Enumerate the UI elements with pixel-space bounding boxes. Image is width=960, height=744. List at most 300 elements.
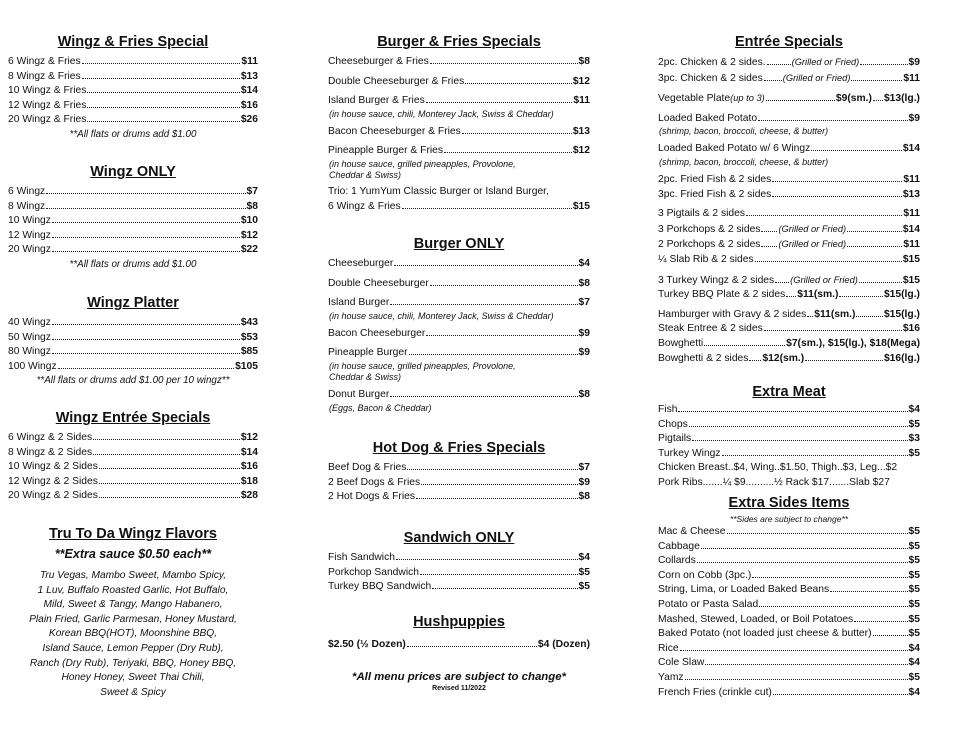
menu-item xyxy=(658,112,920,127)
item-name: 20 Wingz & Fries xyxy=(8,114,87,126)
menu-item xyxy=(328,388,590,403)
section-title: Wingz Platter xyxy=(87,295,179,311)
section-title: Burger ONLY xyxy=(413,236,505,252)
menu-item xyxy=(328,257,590,272)
item-price: $16 xyxy=(240,461,258,473)
menu-item xyxy=(8,489,258,504)
extra-sauce-note: **Extra sauce $0.50 each** xyxy=(54,547,212,561)
dot-leader xyxy=(759,606,907,607)
menu-item xyxy=(658,598,920,613)
item-price: $13(lg.) xyxy=(883,93,920,105)
dot-leader xyxy=(407,646,537,647)
dot-leader xyxy=(856,316,883,317)
dot-leader xyxy=(786,296,796,297)
item-price-small: $9(sm.) xyxy=(835,93,872,105)
dot-leader xyxy=(701,548,908,549)
item-price: $5 xyxy=(908,569,920,581)
dot-leader xyxy=(58,368,234,369)
dot-leader xyxy=(99,497,240,498)
item-price-small: $12(sm.) xyxy=(762,352,805,364)
dot-leader xyxy=(462,133,572,134)
dot-leader xyxy=(692,440,907,441)
item-description: (shrimp, bacon, broccoli, cheese, & butter) xyxy=(659,156,829,167)
item-name: Yamz xyxy=(658,671,684,683)
dot-leader xyxy=(764,330,902,331)
section-note: **All flats or drums add $1.00 xyxy=(69,258,197,270)
item-price: $7 xyxy=(578,297,590,309)
item-price: $16 xyxy=(240,99,258,111)
menu-item xyxy=(8,360,258,375)
dot-leader xyxy=(678,411,907,412)
dot-leader xyxy=(52,237,240,238)
item-price: $13 xyxy=(240,70,258,82)
item-name: 3 Porkchops & 2 sides xyxy=(658,223,761,235)
dot-leader xyxy=(722,455,908,456)
item-name: Cheeseburger & Fries xyxy=(328,56,429,67)
menu-item xyxy=(8,113,258,128)
item-name: 20 Wingz & 2 Sides xyxy=(8,490,98,502)
menu-list xyxy=(658,525,920,700)
section-note: **Sides are subject to change** xyxy=(729,514,849,524)
dot-leader xyxy=(749,360,761,361)
extra-sides-section xyxy=(658,495,920,700)
item-price: $14 xyxy=(240,446,258,458)
item-price: $5 xyxy=(908,555,920,567)
menu-item xyxy=(8,55,258,70)
item-price: $11 xyxy=(903,72,920,84)
item-price-small: $11(sm.) xyxy=(797,289,839,301)
item-name: Bowghetti xyxy=(658,337,704,349)
item-name: 2 Beef Dogs & Fries xyxy=(328,476,421,488)
dot-leader xyxy=(82,78,240,79)
menu-item xyxy=(8,331,258,346)
menu-item xyxy=(328,75,590,90)
item-name: Pigtails xyxy=(658,433,692,445)
item-name: 6 Wingz & 2 Sides xyxy=(8,432,93,443)
dot-leader xyxy=(409,354,578,355)
item-price: $85 xyxy=(240,346,258,358)
menu-list xyxy=(8,431,258,504)
item-price: $16(lg.) xyxy=(883,352,920,364)
item-name: Porkchop Sandwich xyxy=(328,566,420,578)
dot-leader xyxy=(87,107,239,108)
dot-leader xyxy=(52,251,240,252)
item-name: 100 Wingz xyxy=(8,360,57,372)
trio-line: Trio: 1 YumYum Classic Burger or Island Burger, xyxy=(328,185,549,197)
dot-leader xyxy=(680,650,908,651)
menu-item xyxy=(658,418,920,433)
menu-item xyxy=(8,99,258,114)
item-price: $4 xyxy=(578,258,590,269)
wingz-entree-section xyxy=(8,410,258,504)
flavor-line: Plain Fried, Garlic Parmesan, Honey Mustard, xyxy=(29,613,237,625)
item-description: (in house sauce, chili, Monterey Jack, Swiss & Cheddar) xyxy=(329,108,554,119)
section-title: Entrée Specials xyxy=(735,34,843,50)
item-name: Pineapple Burger xyxy=(328,347,408,359)
menu-item xyxy=(328,461,590,476)
menu-item xyxy=(328,476,590,491)
item-name: Hamburger with Gravy & 2 sides xyxy=(658,308,807,320)
menu-item xyxy=(328,551,590,566)
menu-item xyxy=(658,55,920,71)
item-price-suffix: (Dozen) xyxy=(552,639,590,650)
item-price: $5 xyxy=(908,671,920,683)
menu-item xyxy=(328,327,590,342)
item-description: (Eggs, Bacon & Cheddar) xyxy=(329,402,432,413)
item-name: String, Lima, or Loaded Baked Beans xyxy=(658,584,830,596)
dot-leader xyxy=(758,120,907,121)
item-price: $8 xyxy=(578,388,590,400)
item-name: Steak Entree & 2 sides xyxy=(658,323,763,335)
item-name: Turkey BBQ Plate & 2 sides xyxy=(658,289,786,301)
menu-item xyxy=(8,229,258,244)
item-option: (Grilled or Fried) xyxy=(791,57,860,67)
item-name: 10 Wingz & 2 Sides xyxy=(8,461,98,473)
menu-item xyxy=(8,316,258,331)
dot-leader xyxy=(727,533,908,534)
item-name: Potato or Pasta Salad xyxy=(658,598,759,610)
dot-leader xyxy=(773,694,908,695)
item-price: $5 xyxy=(908,584,920,596)
item-price: $8 xyxy=(578,277,590,289)
item-price: $15(lg.) xyxy=(883,289,920,301)
dot-leader xyxy=(839,296,882,297)
item-price: $5 xyxy=(908,526,920,537)
menu-item xyxy=(328,580,590,595)
burger-fries-section xyxy=(328,34,590,214)
item-name: Donut Burger xyxy=(328,388,390,400)
item-name: 20 Wingz xyxy=(8,244,51,256)
item-name: Mashed, Stewed, Loaded, or Boil Potatoes xyxy=(658,613,854,625)
item-name: Loaded Baked Potato w/ 6 Wingz xyxy=(658,143,811,155)
flavors-section xyxy=(8,526,258,700)
dot-leader xyxy=(697,562,908,563)
dot-leader xyxy=(421,484,577,485)
item-name: Cheeseburger xyxy=(328,258,394,269)
menu-item xyxy=(658,554,920,569)
dot-leader xyxy=(830,591,907,592)
menu-item xyxy=(658,627,920,642)
menu-item xyxy=(8,214,258,229)
item-description: (in house sauce, grilled pineapples, Provolone, xyxy=(329,360,516,371)
item-price: $5 xyxy=(908,540,920,552)
item-name: 80 Wingz xyxy=(8,346,51,358)
section-title: Wingz ONLY xyxy=(90,164,176,180)
dot-leader xyxy=(52,222,240,223)
section-title: Extra Sides Items xyxy=(728,495,850,511)
item-price: $5 xyxy=(908,418,920,430)
item-price: $13 xyxy=(572,125,590,137)
item-price: $14 xyxy=(240,85,258,97)
dot-leader xyxy=(752,577,907,578)
menu-item xyxy=(328,277,590,292)
item-name: Baked Potato (not loaded just cheese & butter) xyxy=(658,628,872,640)
dot-leader xyxy=(87,92,239,93)
menu-item xyxy=(328,566,590,581)
dot-leader xyxy=(772,181,902,182)
item-price: $4 xyxy=(908,642,920,654)
dot-leader xyxy=(93,439,240,440)
item-name: Turkey Wingz xyxy=(658,447,721,459)
dot-leader xyxy=(766,100,835,101)
dot-leader xyxy=(465,83,572,84)
item-name: Double Cheeseburger xyxy=(328,277,429,289)
menu-item xyxy=(328,55,590,70)
item-price: $16 xyxy=(902,323,920,335)
dot-leader xyxy=(99,468,240,469)
item-name: Double Cheeseburger & Fries xyxy=(328,75,465,87)
item-name: 2 Porkchops & 2 sides xyxy=(658,239,761,251)
item-option: (Grilled or Fried) xyxy=(778,223,847,234)
dot-leader xyxy=(685,679,908,680)
item-price: $9 xyxy=(908,57,920,68)
item-name: 8 Wingz & 2 Sides xyxy=(8,446,93,458)
dot-leader xyxy=(87,121,239,122)
menu-list xyxy=(658,403,920,461)
item-price: $11 xyxy=(903,173,920,185)
menu-item xyxy=(8,446,258,461)
item-price: $43 xyxy=(240,317,258,328)
item-price: $26 xyxy=(240,114,258,126)
menu-item xyxy=(8,460,258,475)
footer xyxy=(328,671,590,692)
item-name: Island Burger & Fries xyxy=(328,95,425,107)
item-price: $12 xyxy=(572,75,590,87)
dot-leader xyxy=(426,335,577,336)
dot-leader xyxy=(847,231,902,232)
menu-item xyxy=(658,253,920,268)
item-name: Bowghetti & 2 sides xyxy=(658,352,749,364)
menu-item xyxy=(8,70,258,85)
dot-leader xyxy=(775,282,789,283)
menu-item xyxy=(8,84,258,99)
flavor-line: Island Sauce, Lemon Pepper (Dry Rub), xyxy=(42,642,224,654)
item-name: 6 Wingz & Fries xyxy=(8,56,81,67)
hotdog-section xyxy=(328,440,590,505)
item-name: 6 Wingz & Fries xyxy=(328,200,401,212)
menu-item xyxy=(658,142,920,157)
item-price: $5 xyxy=(578,566,590,578)
item-price: $22 xyxy=(240,244,258,256)
menu-item xyxy=(8,185,258,200)
item-price: $10 xyxy=(240,215,258,227)
item-name: French Fries (crinkle cut) xyxy=(658,686,772,698)
item-price: $11 xyxy=(903,208,920,220)
item-price: $15 xyxy=(902,253,920,265)
dot-leader xyxy=(390,396,577,397)
dot-leader xyxy=(407,469,577,470)
item-price: $9 xyxy=(578,476,590,488)
menu-item xyxy=(658,403,920,418)
menu-item xyxy=(658,569,920,584)
item-name: Pork Ribs.......¼ $9..........½ Rack $17.......Slab $27 xyxy=(658,476,890,488)
item-name: Mac & Cheese xyxy=(658,526,726,537)
item-price: $13 xyxy=(902,188,920,200)
menu-list xyxy=(8,316,258,374)
item-name: Cole Slaw xyxy=(658,657,705,669)
item-price: $5 xyxy=(908,598,920,610)
item-price: $9 xyxy=(578,347,590,359)
item-price: $8 xyxy=(578,56,590,67)
item-price: $7(sm.), $15(lg.), $18(Mega) xyxy=(786,337,920,349)
item-description: (in house sauce, grilled pineapples, Provolone, xyxy=(329,158,516,169)
section-title: Wingz Entrée Specials xyxy=(55,410,211,426)
dot-leader xyxy=(394,265,577,266)
menu-item xyxy=(658,222,920,238)
dot-leader xyxy=(761,231,777,232)
item-price: $15 xyxy=(572,200,590,212)
menu-item xyxy=(658,337,920,352)
item-name: 2pc. Chicken & 2 sides. xyxy=(658,57,766,68)
item-name: 12 Wingz & Fries xyxy=(8,99,87,111)
dot-leader xyxy=(860,64,907,65)
menu-item xyxy=(658,656,920,671)
item-name: ¼ Slab Rib & 2 sides xyxy=(658,253,754,265)
flavor-line: 1 Luv, Buffalo Roasted Garlic, Hot Buffalo, xyxy=(37,584,229,596)
item-name: Rice xyxy=(658,642,679,654)
item-name: Vegetable Plate xyxy=(658,93,731,105)
dot-leader xyxy=(432,588,577,589)
item-price: $4 xyxy=(908,686,920,698)
flavor-line: Sweet & Spicy xyxy=(100,686,166,698)
item-name: Island Burger xyxy=(328,297,390,309)
item-price: $5 xyxy=(578,581,590,593)
dot-leader xyxy=(764,80,782,81)
dot-leader xyxy=(755,261,902,262)
menu-list xyxy=(8,185,258,258)
item-name: Corn on Cobb (3pc.) xyxy=(658,569,752,581)
item-price: $28 xyxy=(240,490,258,502)
menu-item xyxy=(658,525,920,540)
dot-leader xyxy=(807,316,813,317)
wingz-only-section xyxy=(8,164,258,271)
hushpuppies-section xyxy=(328,614,590,653)
section-note: **All flats or drums add $1.00 per 10 wingz** xyxy=(36,375,230,387)
menu-item xyxy=(658,288,920,303)
item-price: $9 xyxy=(578,327,590,339)
price-disclaimer: *All menu prices are subject to change* xyxy=(352,671,566,683)
menu-item xyxy=(328,346,590,361)
section-title: Hushpuppies xyxy=(413,614,505,630)
item-name: 10 Wingz & Fries xyxy=(8,85,87,97)
item-name: 8 Wingz xyxy=(8,200,46,212)
dot-leader xyxy=(402,208,572,209)
item-name: Chops xyxy=(658,418,688,430)
dot-leader xyxy=(430,63,578,64)
flavor-list xyxy=(8,569,258,700)
item-price: $14 xyxy=(902,143,920,155)
flavor-line: Honey Honey, Sweet Thai Chili, xyxy=(61,672,205,684)
dot-leader xyxy=(761,246,777,247)
item-name: Turkey BBQ Sandwich xyxy=(328,581,432,593)
item-price: $5 xyxy=(908,628,920,640)
menu-item xyxy=(658,540,920,555)
item-price: $8 xyxy=(578,491,590,503)
dot-leader xyxy=(705,664,907,665)
menu-item xyxy=(8,200,258,215)
item-price: $4 xyxy=(578,552,590,563)
dot-leader xyxy=(772,196,902,197)
menu-item xyxy=(658,207,920,222)
menu-list xyxy=(328,55,590,181)
dot-leader xyxy=(52,324,240,325)
item-name: Bacon Cheeseburger xyxy=(328,327,426,339)
item-name: 8 Wingz & Fries xyxy=(8,70,81,82)
item-price: $15 xyxy=(902,274,920,286)
burger-only-section xyxy=(328,236,590,414)
item-price: $105 xyxy=(235,360,258,372)
dot-leader xyxy=(873,635,908,636)
item-price: $4 xyxy=(537,639,550,650)
menu-item xyxy=(658,188,920,203)
item-name: 2 Hot Dogs & Fries xyxy=(328,491,415,503)
item-price: $4 xyxy=(908,657,920,669)
pork-rib-prices xyxy=(658,476,920,491)
item-description: Cheddar & Swiss) xyxy=(329,371,402,382)
dot-leader xyxy=(396,559,578,560)
entree-section xyxy=(658,34,920,366)
item-price: $7 xyxy=(246,186,258,197)
dot-leader xyxy=(416,498,578,499)
dot-leader xyxy=(52,353,240,354)
section-title: Tru To Da Wingz Flavors xyxy=(49,526,217,542)
item-description: (in house sauce, chili, Monterey Jack, Swiss & Cheddar) xyxy=(329,310,554,321)
menu-item xyxy=(658,273,920,289)
item-price: $53 xyxy=(240,331,258,343)
item-price: $18 xyxy=(240,475,258,487)
item-option: (Grilled or Fried) xyxy=(778,239,847,250)
dot-leader xyxy=(52,339,240,340)
item-price-small: $11(sm.) xyxy=(814,308,856,320)
flavor-line: Mild, Sweet & Tangy, Mango Habanero, xyxy=(43,599,223,611)
item-price: $12 xyxy=(240,229,258,241)
item-price: $5 xyxy=(908,447,920,459)
menu-item xyxy=(658,71,920,87)
dot-leader xyxy=(430,285,578,286)
menu-item xyxy=(658,686,920,701)
menu-item xyxy=(328,490,590,505)
dot-leader xyxy=(854,621,907,622)
chicken-prices xyxy=(658,461,920,476)
item-name: 12 Wingz & 2 Sides xyxy=(8,475,98,487)
item-description: (shrimp, bacon, broccoli, cheese, & butter) xyxy=(659,126,829,137)
dot-leader xyxy=(689,426,908,427)
sandwich-section xyxy=(328,530,590,595)
item-name: Loaded Baked Potato xyxy=(658,112,758,124)
item-price: $11 xyxy=(903,239,920,251)
item-option: (up to 3) xyxy=(730,93,765,104)
dot-leader xyxy=(82,63,241,64)
wingz-platter-section xyxy=(8,295,258,387)
item-price: $7 xyxy=(578,462,590,473)
item-name: Fish xyxy=(658,404,678,415)
menu-item xyxy=(328,94,590,109)
item-price: $3 xyxy=(908,433,920,445)
item-name: 12 Wingz xyxy=(8,229,51,241)
menu-item xyxy=(328,638,590,653)
menu-item xyxy=(328,296,590,311)
item-price: $11 xyxy=(573,95,590,107)
section-title: Wingz & Fries Special xyxy=(57,34,209,50)
dot-leader xyxy=(99,483,240,484)
section-note: **All flats or drums add $1.00 xyxy=(69,128,197,140)
item-name: $2.50 (½ Dozen) xyxy=(328,639,406,650)
menu-item xyxy=(658,322,920,337)
item-name: Chicken Breast..$4, Wing..$1.50, Thigh..$3, Leg...$2 xyxy=(658,462,898,474)
item-name: 3pc. Chicken & 2 sides xyxy=(658,72,763,84)
item-name: 50 Wingz xyxy=(8,331,51,343)
item-name: Pineapple Burger & Fries xyxy=(328,145,444,157)
